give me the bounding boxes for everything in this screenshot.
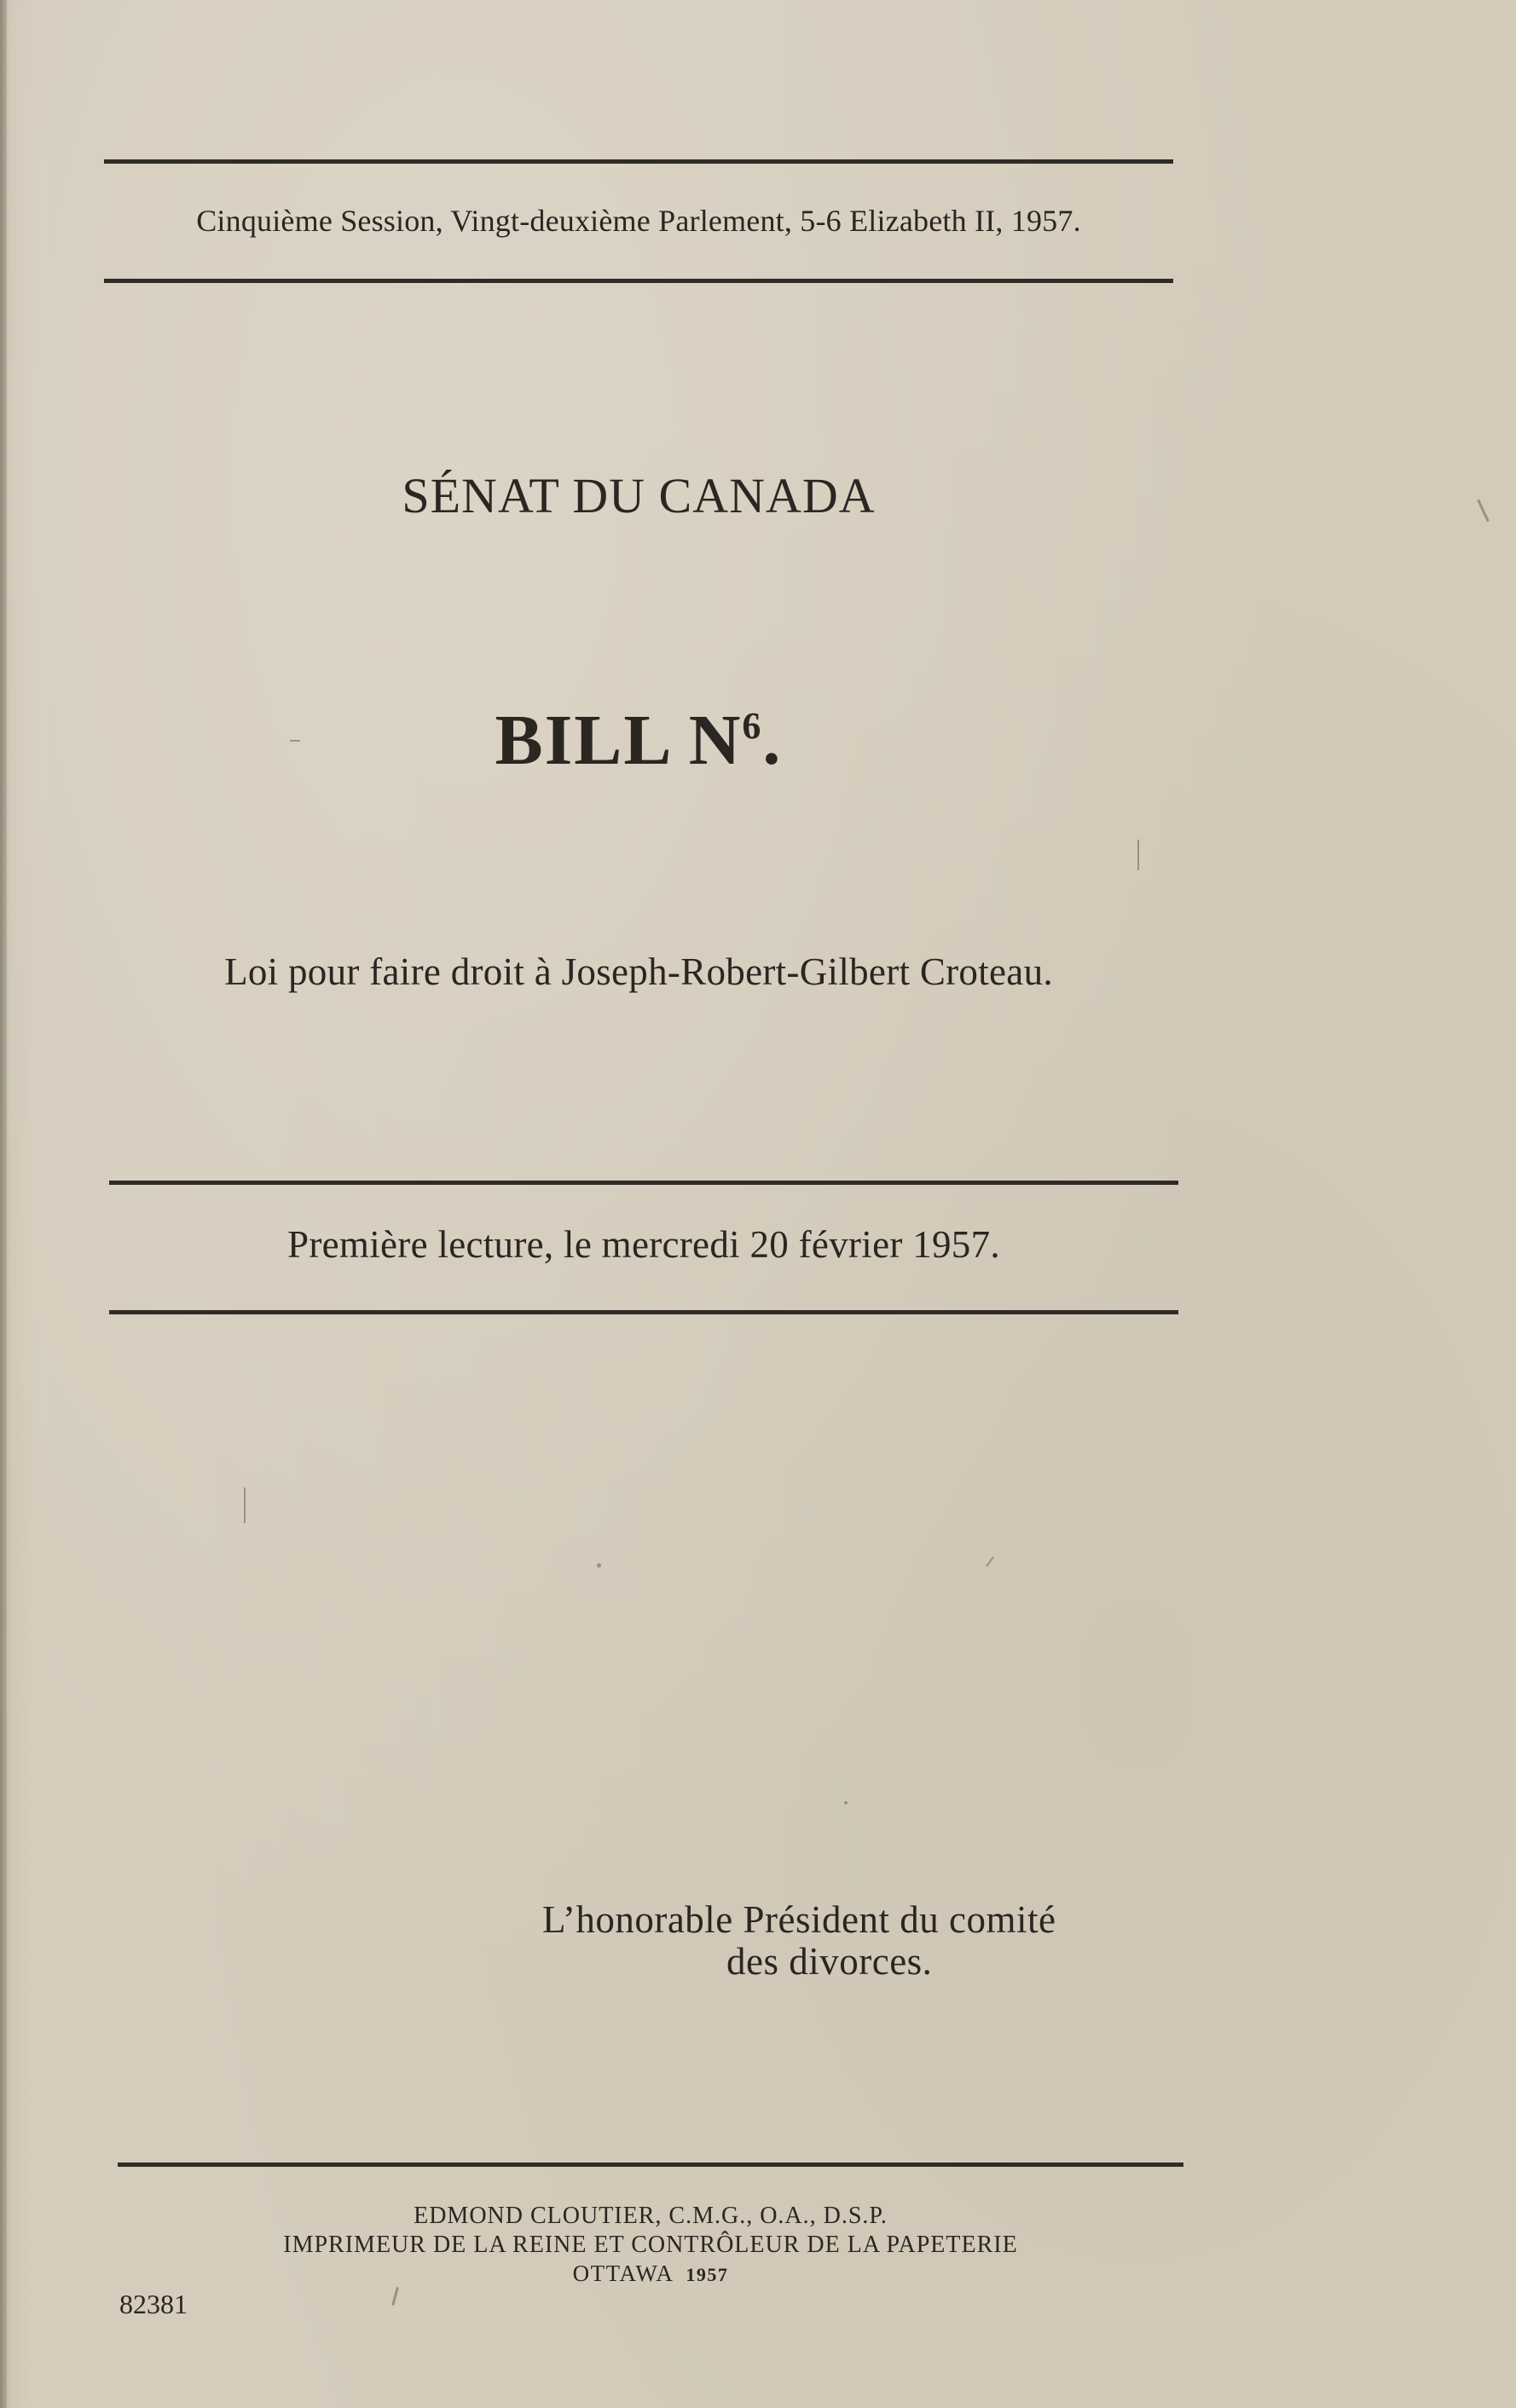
reading-top-rule [109,1181,1178,1185]
printer-city: OTTAWA [572,2261,674,2286]
bill-suffix: . [762,701,783,780]
sponsor-line-1: L’honorable Président du comité [542,1898,1056,1941]
paper-mark [597,1563,601,1568]
printer-year: 1957 [686,2264,729,2285]
senate-title: SÉNAT DU CANADA [402,468,876,523]
bill-label: BILL N [495,701,743,780]
page-edge [0,0,7,2408]
print-number: 82381 [119,2289,188,2319]
first-reading-line: Première lecture, le mercredi 20 février 1957. [287,1223,1000,1266]
reading-bottom-rule [109,1310,1178,1314]
paper-mark [391,2287,399,2306]
paper-mark [290,740,300,742]
session-line: Cinquième Session, Vingt-deuxième Parlement, 5-6 Elizabeth II, 1957. [196,204,1081,238]
header-bottom-rule [104,279,1173,283]
printer-title: IMPRIMEUR DE LA REINE ET CONTRÔLEUR DE LA PAPETERIE [283,2232,1018,2258]
printer-name: EDMOND CLOUTIER, C.M.G., O.A., D.S.P. [414,2203,888,2229]
bill-title [104,699,1173,782]
header-top-rule [104,159,1173,164]
paper-mark [986,1556,994,1568]
sponsor-line-2: des divorces. [726,1940,933,1983]
paper-mark [1137,840,1139,870]
bill-number: 6 [742,705,763,747]
paper-mark [844,1801,848,1805]
printer-rule [118,2163,1183,2167]
paper-mark [244,1487,246,1523]
printer-city-line [118,2261,1183,2287]
paper-mark [1477,500,1490,523]
bill-description: Loi pour faire droit à Joseph-Robert-Gilbert Croteau. [224,950,1053,993]
